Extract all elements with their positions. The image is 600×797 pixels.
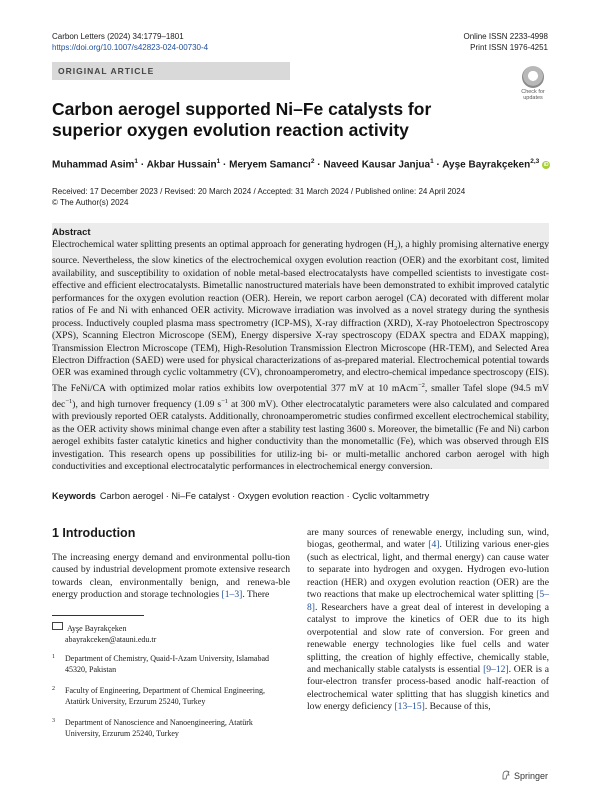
issn-block: [464, 31, 549, 53]
abstract-text: Electrochemical water splitting presents an optimal approach for generating hydrogen $(H_2)$, a highly promising alternative energy source. Nevertheless, the slow kinetics of the electrochemical oxygen evolution reaction (OER) and the exorbitant cost, limited availability, and susceptibility to oxidation of noble metal-based electrocatalysts have compelled scientists to investigate cost-effective and efficient electrocatalysts. Bimetallic nanostructured materials have been demonstrated to exhibit improved catalytic performances for the oxygen evolution reaction (OER). Herein, we report carbon aerogel (CA) decorated with different molar ratios of Fe and Ni with enhanced OER activity. Microwave irradiation was involved as a novel strategy during the synthesis process. Inductively coupled plasma mass spectrometry (ICP-MS), X-ray diffraction (XRD), X-ray Photoelectron Spectroscopy (XPS), Scanning Electron Microscope (SEM), Energy dispersive X-ray spectroscopy (EDAX spectra and EDAX mapping), Transmission Electron Microscope (TEM), High-Resolution Transmission Electron Microscope (HR-TEM), and Selected Area Electron Diffraction (SAED) were used for physical characterizations of as-prepared material. Electrochemical potential towards OER was examined through cyclic voltammetry (CV), chronoamperometry, and electro-chemical impedance spectroscopy (EIS). The FeNi/CA with optimized molar ratios exhibits low overpotential 377 mV at 10 mAcm$^{-2}$, smaller Tafel slope (94.5 mV dec$^{-1}$), and high turnover frequency (1.09 $s^{-1}$ at 300 mV). Other electrocatalytic parameters were also calculated and compared with previously reported OER catalysts. Additionally, chronoamperometric studies confirmed excellent electrochemical stability, as the OER activity shows minimal change even after a stability test lasting 3600 s. Moreover, the bimetallic (Fe and Ni) carbon aerogel exhibits faster catalytic kinetics and higher conductivity than the monometallic (Fe), which was observed through EIS investigation. This research opens up possibilities for utiliz-ing bi- or multi-metallic anchored carbon aerogel with high conductivities and exceptional electrocatalytic performances in electrochemical energy conversion.: [52, 239, 549, 472]
intro-paragraph-left: The increasing energy demand and environmental pollu-tion caused by industrial development promote extensive research towards clean, environmentally benign, and renewa-ble energy production and storage technologies [1–3]. There: [52, 552, 290, 601]
article-type-label: ORIGINAL ARTICLE: [52, 62, 290, 80]
affiliation-3: 3 Department of Nanoscience and Nanoengineering, Atatürk University, Erzurum 25240, Turkey: [52, 718, 253, 738]
doi-link[interactable]: https://doi.org/10.1007/s42823-024-00730-4: [52, 43, 209, 52]
author-list: Muhammad Asim$^1$ · Akbar Hussain$^1$ · Meryem Samancı$^2$ · Naveed Kausar Janjua$^1$ · Ayşe Bayrakçeken$^{2,3}$ iD: [52, 158, 549, 171]
citation-link[interactable]: [4]: [428, 539, 440, 551]
citation-link[interactable]: [13–15]: [394, 701, 425, 713]
author-name[interactable]: Ayşe Bayrakçeken: [442, 159, 531, 171]
citation-link[interactable]: [1–3]: [221, 589, 243, 601]
corresponding-author-name: Ayşe Bayrakçeken: [67, 624, 127, 633]
affiliation-2: 2 Faculty of Engineering, Department of Chemical Engineering, Atatürk University, Erzurum 25240, Turkey: [52, 686, 265, 706]
online-issn: Online ISSN 2233-4998: [463, 32, 548, 41]
citation-link[interactable]: [5–8]: [307, 589, 549, 613]
journal-citation: Carbon Letters (2024) 34:1779–1801: [52, 32, 184, 41]
abstract-heading: Abstract: [52, 227, 91, 238]
author-name[interactable]: Akbar Hussain: [146, 159, 217, 171]
email-icon: [52, 622, 63, 630]
intro-paragraph-right: are many sources of renewable energy, including sun, wind, biogas, geothermal, and water [4]. Utilizing various ener-gies (such as electrical, light, and thermal energy) can cause water to separate into hydrogen and oxygen. Hydrogen evo-lution reaction (HER) and oxygen evolution reaction (OER) are the two reactions that make up electrochemical water splitting [5–8]. Researchers have a great deal of interest in developing a catalyst to improve the kinetics of OER due to its high overpotential and slow rate of conversion. For green and renewable energy technologies like fuel cells and water splitting, the creation of highly effective, chemically stable, and mechanically stable catalysts is essential [9–12]. OER is a four-electron transfer process-based anodic half-reaction of electrochemical water splitting that has sluggish kinetics and low energy deficiency [13–15]. Because of this,: [307, 527, 549, 713]
journal-header: [52, 31, 208, 53]
section-heading-introduction: 1 Introduction: [52, 526, 136, 540]
publisher-logo: [501, 770, 548, 781]
orcid-icon[interactable]: iD: [543, 162, 549, 169]
check-updates-label: Check for updates: [521, 89, 545, 101]
publisher-name: Springer: [513, 771, 548, 781]
publication-history: [52, 186, 552, 208]
citation-link[interactable]: [9–12]: [483, 663, 509, 675]
check-for-updates-button[interactable]: [518, 66, 548, 101]
affiliation-1: 1 Department of Chemistry, Quaid-I-Azam University, Islamabad 45320, Pakistan: [52, 654, 270, 674]
check-updates-icon: [522, 66, 544, 88]
keywords-label: Keywords: [52, 491, 96, 501]
copyright-line: © The Author(s) 2024: [52, 198, 129, 207]
corresponding-email[interactable]: abayrakceken@atauni.edu.tr: [65, 634, 157, 644]
keywords-list: Carbon aerogel · Ni–Fe catalyst · Oxygen evolution reaction · Cyclic voltammetry: [99, 491, 430, 501]
author-name[interactable]: Naveed Kausar Janjua: [323, 159, 431, 171]
author-name[interactable]: Muhammad Asim: [52, 159, 135, 171]
footnote-divider: [52, 615, 144, 616]
article-title: Carbon aerogel supported Ni–Fe catalysts for superior oxygen evolution reaction activity: [52, 99, 432, 140]
springer-horse-icon: [501, 770, 511, 780]
dates-line: Received: 17 December 2023 / Revised: 20 March 2024 / Accepted: 31 March 2024 / Published online: 24 April 2024: [52, 187, 466, 196]
author-name[interactable]: Meryem Samancı: [229, 159, 311, 171]
print-issn: Print ISSN 1976-4251: [470, 43, 548, 52]
keywords: [52, 490, 552, 502]
corresponding-author: [52, 622, 290, 645]
